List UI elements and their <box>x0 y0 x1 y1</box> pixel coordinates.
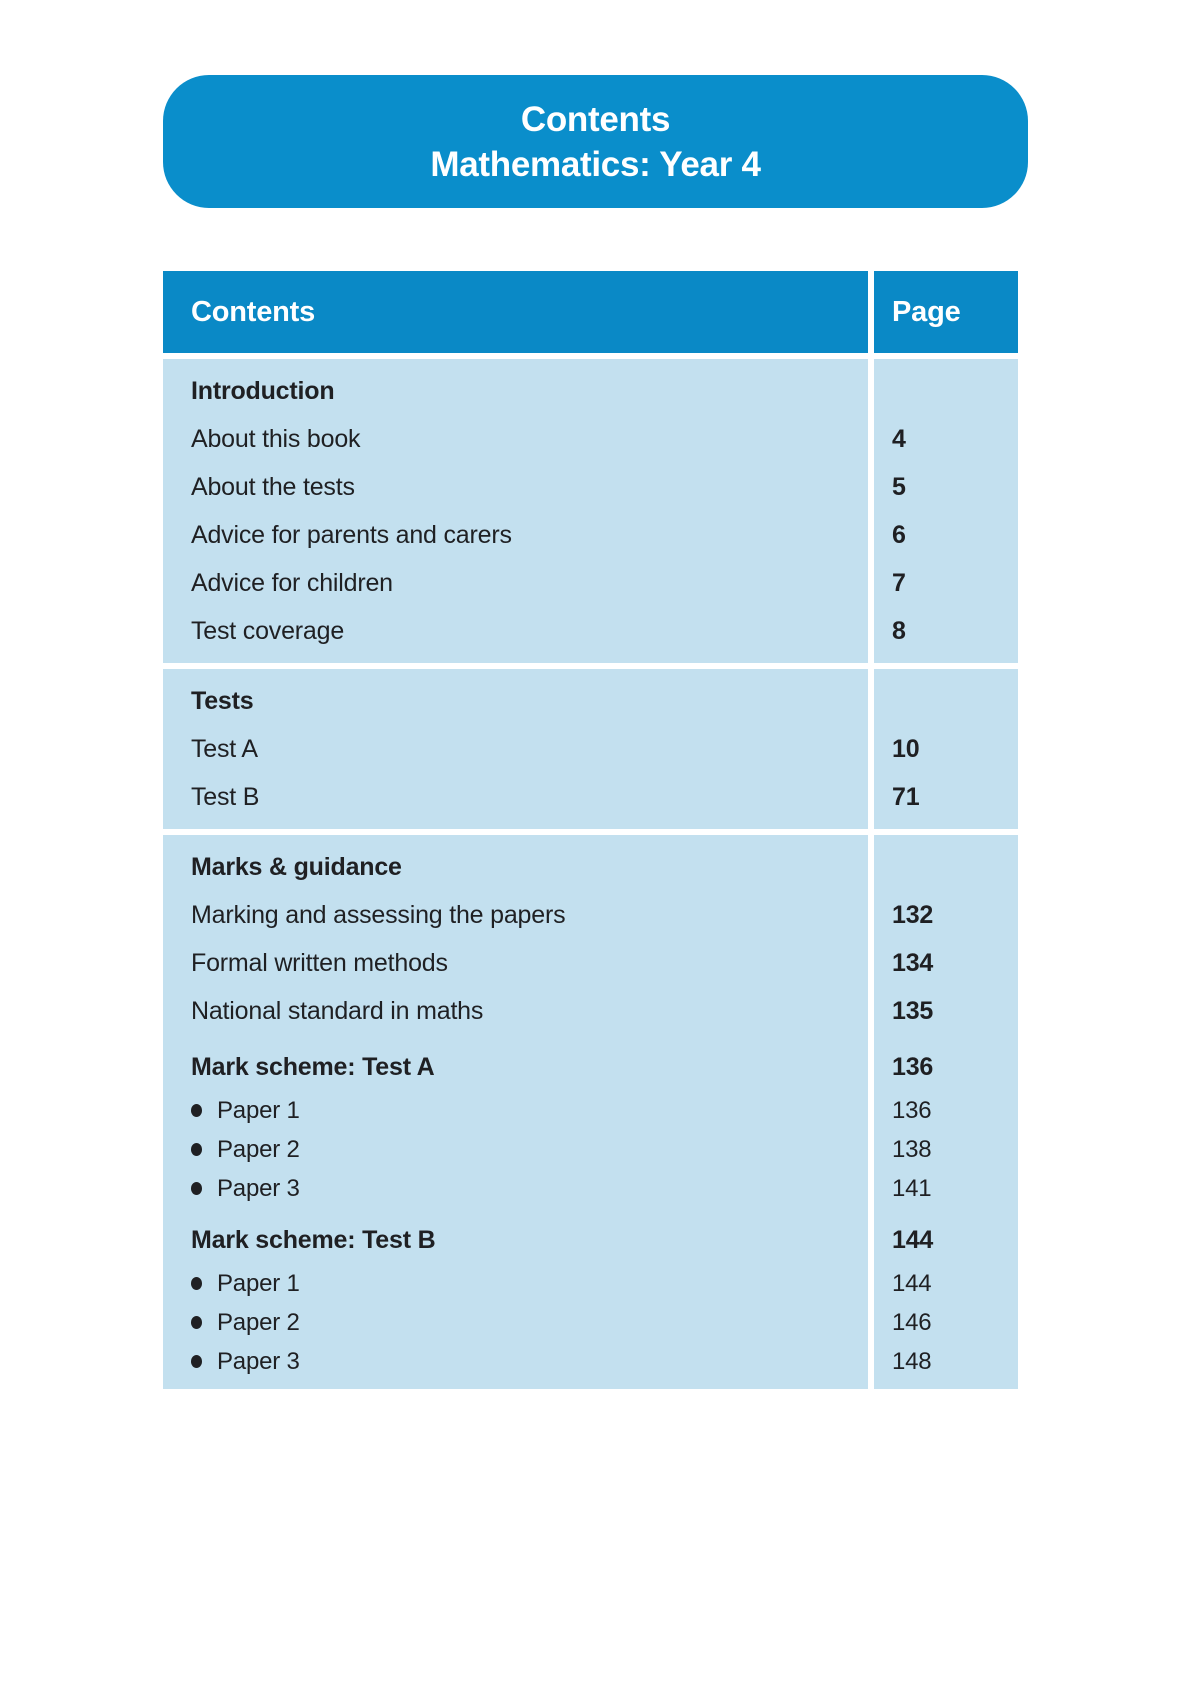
toc-entry-text: Introduction <box>191 376 335 405</box>
toc-entry-page: 71 <box>892 782 920 811</box>
toc-entry-page: 8 <box>892 616 906 645</box>
toc-entry-label <box>191 1303 858 1342</box>
toc-pages-column <box>874 359 1018 663</box>
toc-entry-label <box>191 677 858 725</box>
toc-entry-page: 5 <box>892 472 906 501</box>
toc-entry-page: 148 <box>892 1347 932 1375</box>
toc-section-block <box>163 669 1018 829</box>
bullet-icon <box>191 1277 202 1290</box>
toc-entry-text: Marks & guidance <box>191 852 402 881</box>
bullet-icon <box>191 1316 202 1329</box>
toc-entry-page: 146 <box>892 1308 932 1336</box>
toc-entry-page: 136 <box>892 1052 934 1081</box>
toc-entry-text: Mark scheme: Test A <box>191 1052 435 1081</box>
toc-entry-text: Paper 2 <box>217 1308 300 1336</box>
toc-entry-page: 4 <box>892 424 906 453</box>
toc-entry-page: 132 <box>892 900 934 929</box>
table-body <box>163 359 1018 1389</box>
toc-entry-text: Formal written methods <box>191 948 448 977</box>
toc-entry-label <box>191 1130 858 1169</box>
toc-entry-text: Advice for children <box>191 568 393 597</box>
toc-entry-page <box>892 677 1014 725</box>
toc-pages-column <box>874 835 1018 1389</box>
toc-entry-page: 6 <box>892 520 906 549</box>
toc-entry-text: Mark scheme: Test B <box>191 1225 436 1254</box>
bullet-icon <box>191 1104 202 1117</box>
toc-entry-text: Test B <box>191 782 260 811</box>
bullet-icon <box>191 1355 202 1368</box>
toc-entry-page: 7 <box>892 568 906 597</box>
toc-entry-page: 138 <box>892 1135 932 1163</box>
toc-entry-label <box>191 891 858 939</box>
toc-entry-label <box>191 511 858 559</box>
toc-entry-page <box>892 843 1014 891</box>
toc-entry-text: Marking and assessing the papers <box>191 900 566 929</box>
toc-entry-page: 10 <box>892 734 920 763</box>
contents-table <box>163 271 1018 1389</box>
toc-entry-text: Test coverage <box>191 616 345 645</box>
toc-pages-column <box>874 669 1018 829</box>
toc-entry-text: Tests <box>191 686 254 715</box>
toc-entry-text: Paper 3 <box>217 1347 300 1375</box>
toc-entry-text: About this book <box>191 424 361 453</box>
toc-entry-label <box>191 725 858 773</box>
contents-column-header: Contents <box>163 271 868 353</box>
toc-entry-label <box>191 415 858 463</box>
toc-labels-column <box>163 669 868 829</box>
toc-entry-text: Paper 3 <box>217 1174 300 1202</box>
toc-entry-text: Paper 2 <box>217 1135 300 1163</box>
toc-entry-label <box>191 1169 858 1208</box>
toc-entry-label <box>191 559 858 607</box>
banner-title-line1: Contents <box>520 99 671 139</box>
toc-entry-label <box>191 1043 858 1091</box>
toc-entry-label <box>191 987 858 1035</box>
toc-entry-label <box>191 773 858 821</box>
toc-entry-page: 134 <box>892 948 934 977</box>
toc-entry-page: 141 <box>892 1174 932 1202</box>
bullet-icon <box>191 1143 202 1156</box>
bullet-icon <box>191 1182 202 1195</box>
toc-entry-text: Paper 1 <box>217 1269 300 1297</box>
banner-title-line2: Mathematics: Year 4 <box>430 144 761 184</box>
toc-entry-label <box>191 939 858 987</box>
toc-entry-text: Paper 1 <box>217 1096 300 1124</box>
toc-labels-column <box>163 359 868 663</box>
table-header-row <box>163 271 1018 353</box>
toc-entry-label <box>191 1091 858 1130</box>
toc-entry-label <box>191 367 858 415</box>
toc-entry-label <box>191 463 858 511</box>
toc-entry-text: Test A <box>191 734 258 763</box>
title-banner <box>163 75 1028 208</box>
toc-entry-page <box>892 367 1014 415</box>
toc-section-block <box>163 835 1018 1389</box>
toc-entry-text: National standard in maths <box>191 996 484 1025</box>
toc-entry-label <box>191 1216 858 1264</box>
page-column-header: Page <box>874 271 1018 353</box>
toc-entry-text: Advice for parents and carers <box>191 520 512 549</box>
toc-entry-label <box>191 607 858 655</box>
toc-entry-page: 136 <box>892 1096 932 1124</box>
toc-entry-label <box>191 843 858 891</box>
toc-entry-page: 135 <box>892 996 934 1025</box>
toc-entry-page: 144 <box>892 1225 934 1254</box>
toc-entry-page: 144 <box>892 1269 932 1297</box>
toc-labels-column <box>163 835 868 1389</box>
toc-entry-text: About the tests <box>191 472 355 501</box>
toc-entry-label <box>191 1342 858 1381</box>
toc-entry-label <box>191 1264 858 1303</box>
toc-section-block <box>163 359 1018 663</box>
